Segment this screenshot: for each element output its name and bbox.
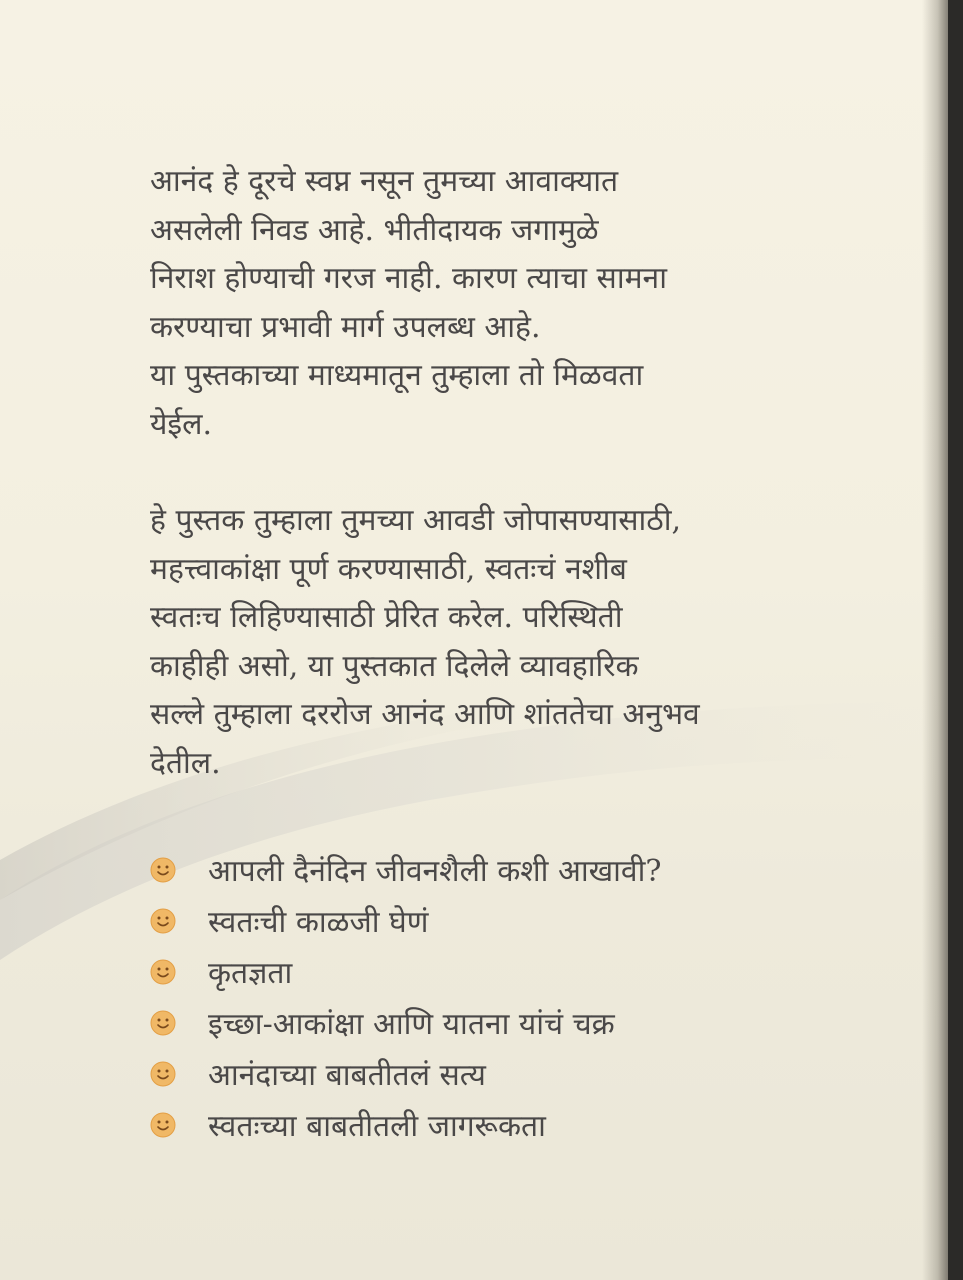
page-text — [150, 158, 790, 1180]
smiley-icon — [150, 1061, 176, 1087]
paragraph-1 — [150, 158, 790, 449]
text-line: महत्त्वाकांक्षा पूर्ण करण्यासाठी, स्वतःचं नशीब — [150, 551, 627, 587]
smiley-icon — [150, 1010, 176, 1036]
list-item-text: आनंदाच्या बाबतीतलं सत्य — [208, 1058, 486, 1093]
text-line: काहीही असो, या पुस्तकात दिलेले व्यावहारिक — [150, 648, 639, 684]
topic-list — [150, 844, 790, 1150]
text-line: सल्ले तुम्हाला दररोज आनंद आणि शांततेचा अनुभव — [150, 697, 700, 732]
smiley-icon — [150, 908, 176, 934]
text-line: देतील. — [150, 745, 221, 781]
page-edge-shadow — [922, 0, 948, 1280]
list-item — [150, 844, 790, 895]
smiley-icon — [150, 959, 176, 985]
text-line: निराश होण्याची गरज नाही. कारण त्याचा सामना — [150, 261, 667, 296]
list-item — [150, 997, 790, 1048]
smiley-icon — [150, 857, 176, 883]
paragraph-2 — [150, 497, 790, 788]
text-line: हे पुस्तक तुम्हाला तुमच्या आवडी जोपासण्यासाठी, — [150, 503, 682, 538]
text-line: येईल. — [150, 406, 213, 442]
list-item — [150, 946, 790, 997]
text-line: स्वतःच लिहिण्यासाठी प्रेरित करेल. परिस्थिती — [150, 600, 623, 635]
list-item — [150, 1099, 790, 1150]
text-line: असलेली निवड आहे. भीतीदायक जगामुळे — [150, 212, 599, 248]
list-item-text: स्वतःच्या बाबतीतली जागरूकता — [208, 1109, 546, 1144]
smiley-icon — [150, 1112, 176, 1138]
text-line: करण्याचा प्रभावी मार्ग उपलब्ध आहे. — [150, 309, 541, 345]
list-item-text: कृतज्ञता — [208, 956, 293, 991]
text-line: आनंद हे दूरचे स्वप्न नसून तुमच्या आवाक्यात — [150, 164, 619, 199]
list-item-text: इच्छा-आकांक्षा आणि यातना यांचं चक्र — [208, 1007, 615, 1042]
list-item — [150, 1048, 790, 1099]
list-item-text: आपली दैनंदिन जीवनशैली कशी आखावी? — [208, 854, 662, 889]
list-item-text: स्वतःची काळजी घेणं — [208, 905, 429, 940]
list-item — [150, 895, 790, 946]
text-line: या पुस्तकाच्या माध्यमातून तुम्हाला तो मिळवता — [150, 358, 644, 393]
